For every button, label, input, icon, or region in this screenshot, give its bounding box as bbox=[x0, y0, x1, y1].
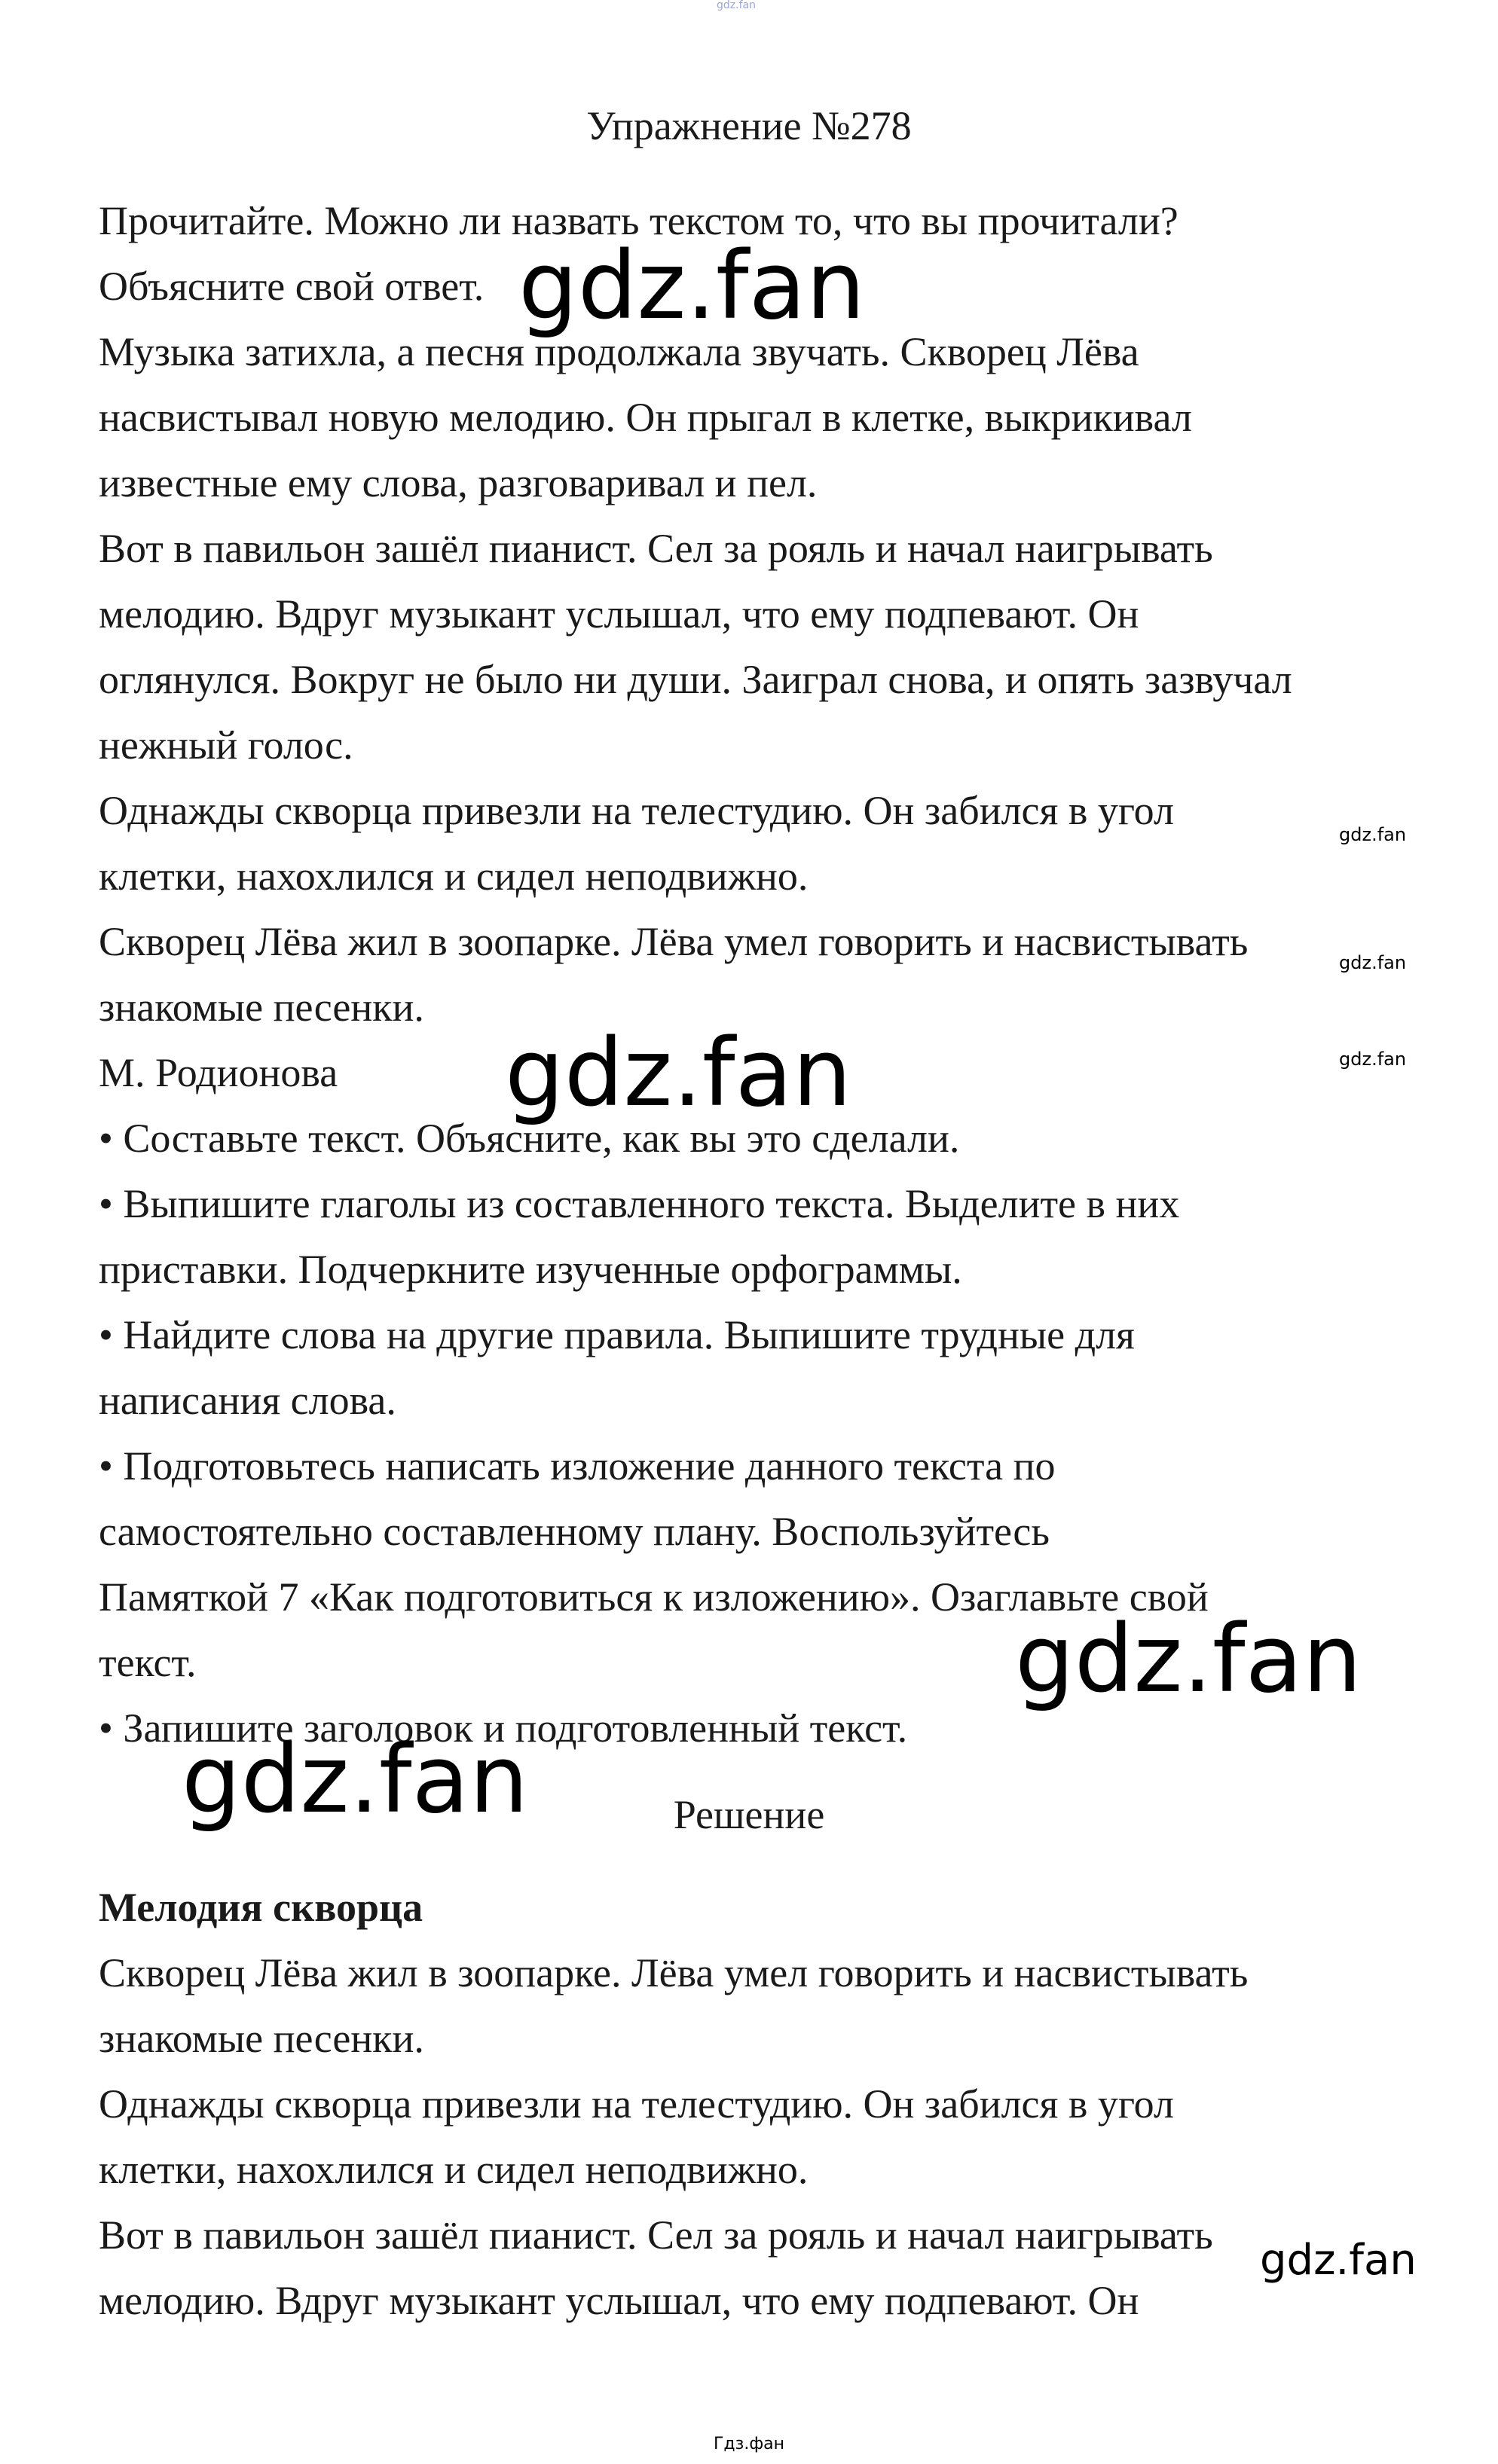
solution-line: знакомые песенки. bbox=[99, 2016, 424, 2061]
task-line: нежный голос. bbox=[99, 722, 353, 768]
task-line: приставки. Подчеркните изученные орфограммы. bbox=[99, 1247, 962, 1292]
solution-title: Мелодия скворца bbox=[99, 1885, 423, 1930]
task-line: оглянулся. Вокруг не было ни души. Заиграл снова, и опять зазвучал bbox=[99, 657, 1292, 702]
task-line: текст. bbox=[99, 1640, 197, 1685]
page-footer: Гдз.фан bbox=[714, 2435, 784, 2453]
solution-label: Решение bbox=[673, 1792, 825, 1837]
watermark-gdz-fan: gdz.fan bbox=[1339, 824, 1407, 845]
author-line: М. Родионова bbox=[99, 1050, 338, 1095]
solution-line: Скворец Лёва жил в зоопарке. Лёва умел говорить и насвистывать bbox=[99, 1950, 1249, 1995]
watermark-gdz-fan: gdz.fan bbox=[1339, 952, 1407, 973]
watermark-gdz-fan: gdz.fan bbox=[1015, 1605, 1362, 1714]
task-line: Вот в павильон зашёл пианист. Сел за рояль и начал наигрывать bbox=[99, 526, 1213, 571]
task-line: • Найдите слова на другие правила. Выпишите трудные для bbox=[99, 1312, 1135, 1357]
task-line: • Подготовьтесь написать изложение данного текста по bbox=[99, 1443, 1056, 1488]
task-line: Скворец Лёва жил в зоопарке. Лёва умел говорить и насвистывать bbox=[99, 919, 1249, 964]
watermark-gdz-fan: gdz.fan bbox=[1260, 2236, 1417, 2285]
watermark-gdz-fan: gdz.fan bbox=[182, 1726, 529, 1834]
solution-line: Однажды скворца привезли на телестудию. Он забился в угол bbox=[99, 2081, 1174, 2127]
task-line: Памяткой 7 «Как подготовиться к изложению». Озаглавьте свой bbox=[99, 1574, 1209, 1620]
task-line: Прочитайте. Можно ли назвать текстом то, что вы прочитали? bbox=[99, 198, 1179, 243]
task-line: мелодию. Вдруг музыкант услышал, что ему подпевают. Он bbox=[99, 591, 1139, 637]
task-line: Объясните свой ответ. bbox=[99, 264, 485, 309]
watermark-gdz-fan: gdz.fan bbox=[505, 1019, 852, 1128]
task-line: знакомые песенки. bbox=[99, 985, 424, 1030]
task-line: известные ему слова, разговаривал и пел. bbox=[99, 460, 818, 505]
task-line: • Выпишите глаголы из составленного текста. Выделите в них bbox=[99, 1181, 1180, 1226]
task-line: написания слова. bbox=[99, 1378, 396, 1423]
task-line: клетки, нахохлился и сидел неподвижно. bbox=[99, 853, 809, 899]
solution-line: Вот в павильон зашёл пианист. Сел за рояль и начал наигрывать bbox=[99, 2212, 1213, 2258]
watermark-top-tiny: gdz.fan bbox=[717, 0, 756, 11]
solution-line: мелодию. Вдруг музыкант услышал, что ему подпевают. Он bbox=[99, 2278, 1139, 2323]
solution-line: клетки, нахохлился и сидел неподвижно. bbox=[99, 2147, 809, 2192]
watermark-gdz-fan: gdz.fan bbox=[1339, 1049, 1407, 1070]
task-line: насвистывал новую мелодию. Он прыгал в клетке, выкрикивал bbox=[99, 395, 1192, 440]
task-line: самостоятельно составленному плану. Воспользуйтесь bbox=[99, 1509, 1050, 1554]
task-line: Однажды скворца привезли на телестудию. Он забился в угол bbox=[99, 788, 1174, 833]
task-line: Музыка затихла, а песня продолжала звучать. Скворец Лёва bbox=[99, 329, 1139, 374]
exercise-title: Упражнение №278 bbox=[586, 103, 912, 148]
task-line: • Запишите заголовок и подготовленный текст. bbox=[99, 1705, 908, 1751]
watermark-gdz-fan: gdz.fan bbox=[518, 232, 866, 340]
task-line: • Составьте текст. Объясните, как вы это сделали. bbox=[99, 1116, 960, 1161]
